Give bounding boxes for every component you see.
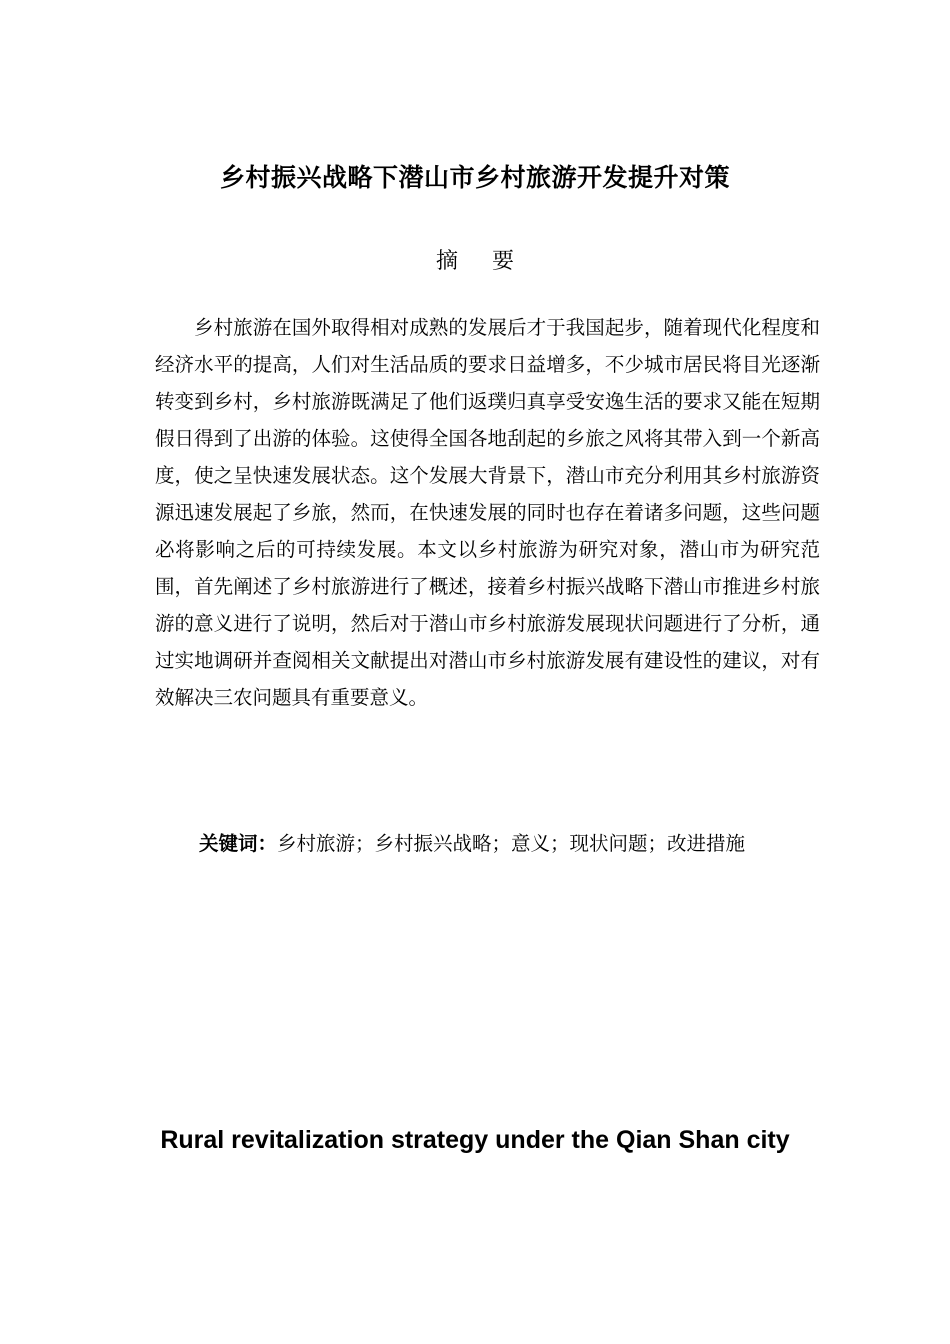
english-title: Rural revitalization strategy under the Qian Shan city [160,1126,790,1154]
abstract-heading-char-2: 要 [492,249,515,274]
keywords-label: 关键词： [199,832,278,855]
abstract-heading [0,246,950,278]
chinese-title: 乡村振兴战略下潜山市乡村旅游开发提升对策 [219,163,730,192]
abstract-body: 乡村旅游在国外取得相对成熟的发展后才于我国起步，随着现代化程度和经济水平的提高，人们对生活品质的要求日益增多，不少城市居民将目光逐渐转变到乡村，乡村旅游既满足了他们返璞归真享受安逸生活的要求又能在短期假日得到了出游的体验。这使得全国各地刮起的乡旅之风将其带入到一个新高度，使之呈快速发展状态。这个发展大背景下，潜山市充分利用其乡村旅游资源迅速发展起了乡旅，然而，在快速发展的同时也存在着诸多问题，这些问题必将影响之后的可持续发展。本文以乡村旅游为研究对象，潜山市为研究范围，首先阐述了乡村旅游进行了概述，接着乡村振兴战略下潜山市推进乡村旅游的意义进行了说明，然后对于潜山市乡村旅游发展现状问题进行了分析，通过实地调研并查阅相关文献提出对潜山市乡村旅游发展有建设性的建议，对有效解决三农问题具有重要意义。 [155,316,820,709]
keywords-list: 乡村旅游；乡村振兴战略；意义；现状问题；改进措施 [277,832,746,855]
keywords-line [199,827,824,861]
abstract-heading-char-1: 摘 [435,249,458,274]
